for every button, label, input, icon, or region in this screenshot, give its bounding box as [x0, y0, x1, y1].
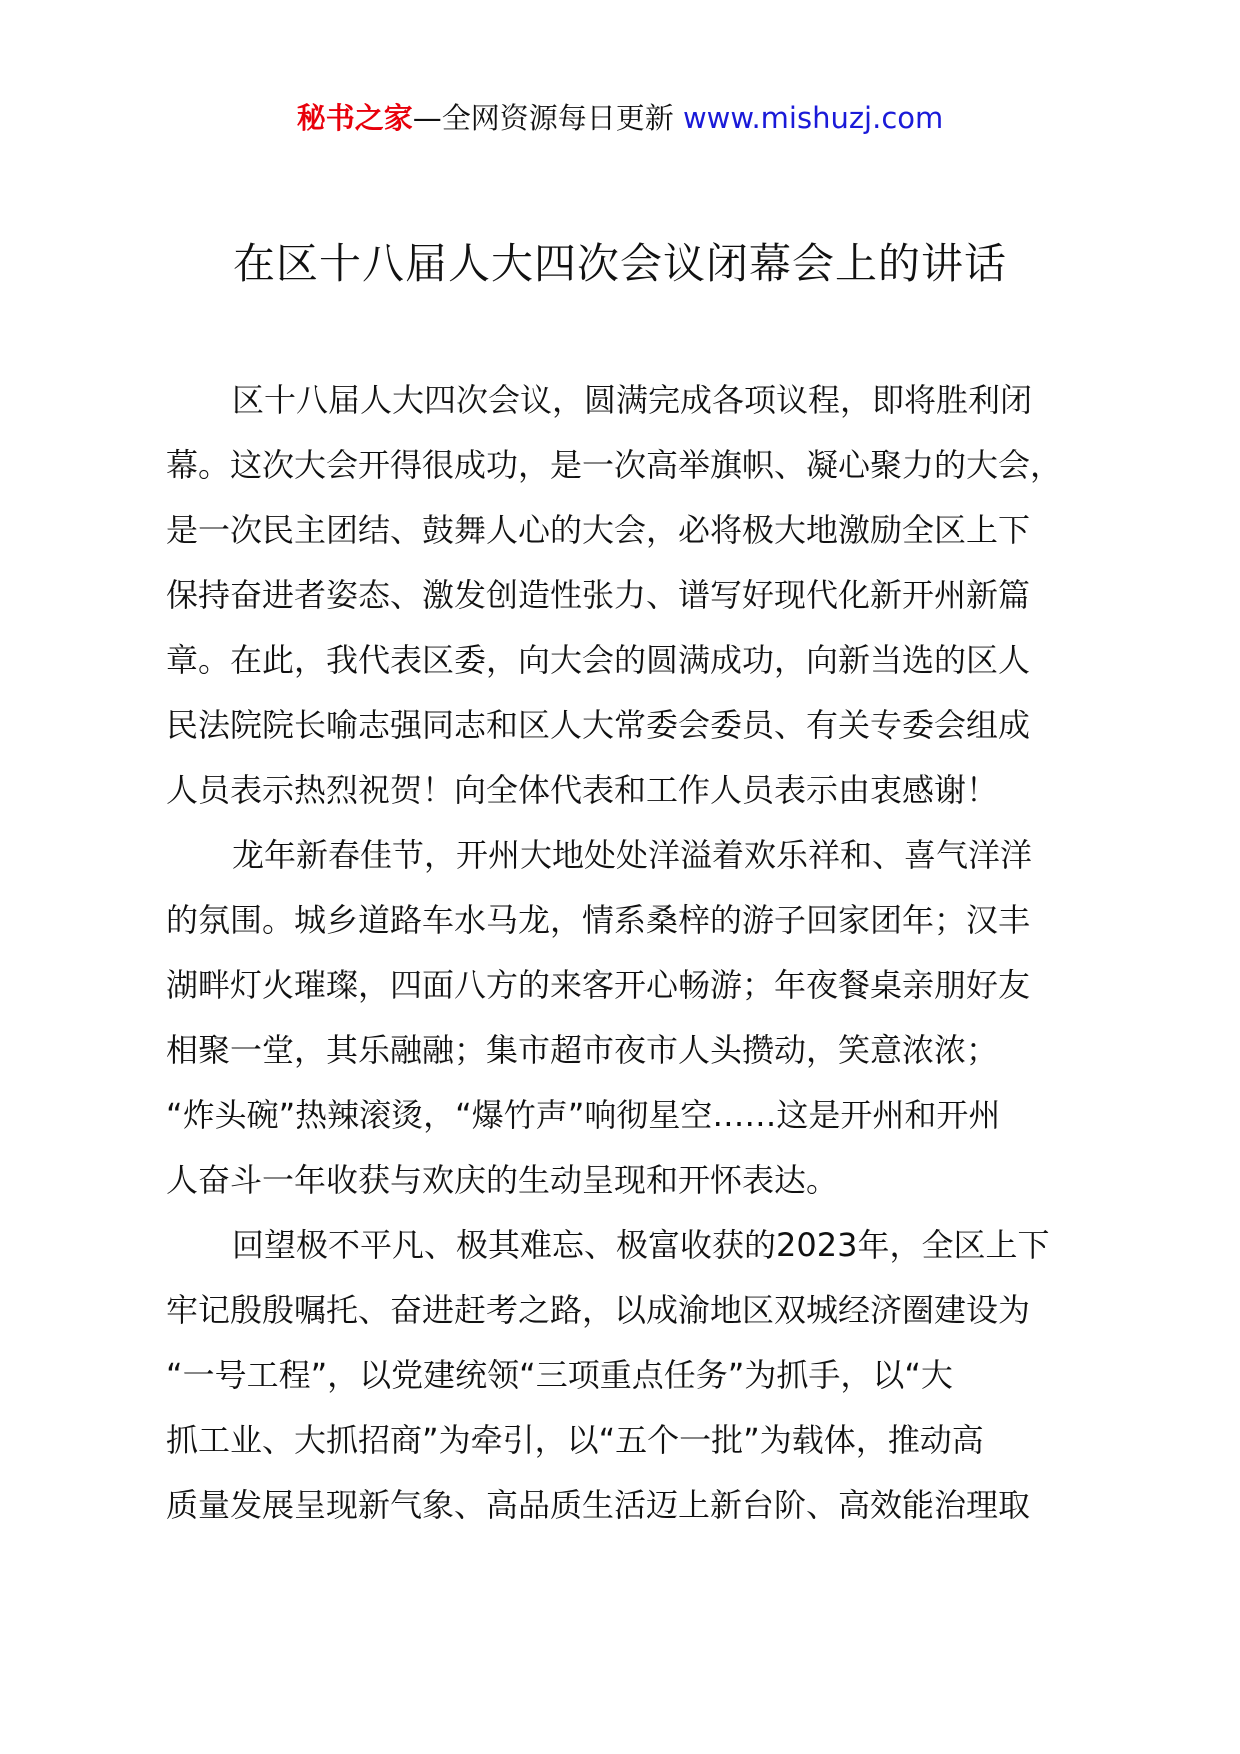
text-line: 章。在此，我代表区委，向大会的圆满成功，向新当选的区人: [166, 641, 1031, 679]
text-line: 人奋斗一年收获与欢庆的生动呈现和开怀表达。: [166, 1161, 839, 1199]
text-line: 质量发展呈现新气象、高品质生活迈上新台阶、高效能治理取: [166, 1486, 1031, 1524]
text-line: 区十八届人大四次会议，圆满完成各项议程，即将胜利闭: [232, 381, 1033, 419]
text-line: 的氛围。城乡道路车水马龙，情系桑梓的游子回家团年；汉丰: [166, 901, 1031, 939]
site-slogan: —全网资源每日更新: [412, 101, 683, 135]
text-line: 人员表示热烈祝贺！向全体代表和工作人员表示由衷感谢！: [166, 771, 999, 809]
site-url-link[interactable]: www.mishuzj.com: [682, 101, 944, 135]
site-header: [0, 98, 1240, 138]
text-line: 回望极不平凡、极其难忘、极富收获的2023年，全区上下: [232, 1226, 1050, 1264]
text-line: “炸头碗”热辣滚烫，“爆竹声”响彻星空……这是开州和开州: [166, 1096, 1001, 1134]
text-line: 保持奋进者姿态、激发创造性张力、谱写好现代化新开州新篇: [166, 576, 1031, 614]
document-body: [166, 368, 1086, 1538]
text-line: 是一次民主团结、鼓舞人心的大会，必将极大地激励全区上下: [166, 511, 1031, 549]
text-line: 相聚一堂，其乐融融；集市超市夜市人头攒动，笑意浓浓；: [166, 1031, 999, 1069]
text-line: 龙年新春佳节，开州大地处处洋溢着欢乐祥和、喜气洋洋: [232, 836, 1033, 874]
document-title: 在区十八届人大四次会议闭幕会上的讲话: [232, 239, 1007, 288]
text-line: 抓工业、大抓招商”为牵引，以“五个一批”为载体，推动高: [166, 1421, 984, 1459]
text-line: 牢记殷殷嘱托、奋进赶考之路，以成渝地区双城经济圈建设为: [166, 1291, 1031, 1329]
text-line: “一号工程”，以党建统领“三项重点任务”为抓手，以“大: [166, 1356, 953, 1394]
site-brand: 秘书之家: [296, 101, 413, 135]
text-line: 幕。这次大会开得很成功，是一次高举旗帜、凝心聚力的大会，: [166, 446, 1063, 484]
text-line: 民法院院长喻志强同志和区人大常委会委员、有关专委会组成: [166, 706, 1031, 744]
text-line: 湖畔灯火璀璨，四面八方的来客开心畅游；年夜餐桌亲朋好友: [166, 966, 1031, 1004]
